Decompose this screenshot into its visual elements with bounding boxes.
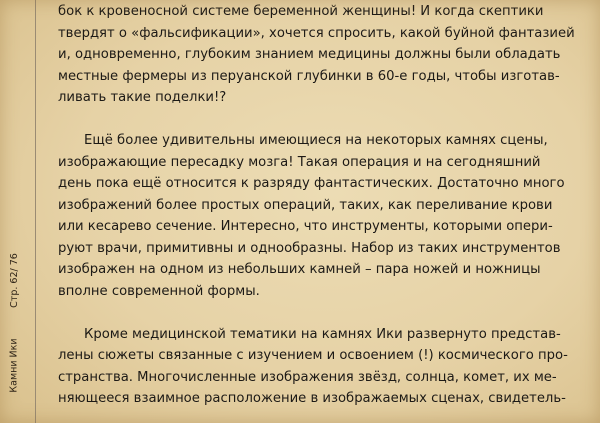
paragraph-gap	[58, 109, 572, 131]
text-line: странства. Многочисленные изображения звёзд, солнца, комет, их ме-	[58, 369, 557, 385]
text-column	[58, 1, 575, 410]
text-line: Ещё более удивительны имеющиеся на некоторых камнях сцены,	[84, 133, 548, 148]
margin-rule	[35, 0, 36, 423]
book-title-label	[7, 330, 21, 400]
text-line: местные фермеры из перуанской глубинки в 60-е годы, чтобы изготав-	[58, 68, 560, 84]
text-line: изображен на одном из небольших камней – пара ножей и ножницы	[58, 262, 541, 277]
text-line: вполне современной формы.	[58, 283, 260, 299]
text-line: твердят о «фальсификации», хочется спросить, какой буйной фантазией	[58, 25, 575, 41]
text-line: или кесарево сечение. Интересно, что инструменты, которыми опери-	[58, 219, 553, 234]
text-line: изображений более простых операций, таких, как переливание крови	[58, 197, 553, 213]
paragraph-2	[58, 130, 572, 302]
text-line: ливать такие поделки!?	[58, 90, 227, 105]
text-line: и, одновременно, глубоким знанием медицины должны были обладать	[58, 47, 561, 62]
paragraph-1	[58, 1, 575, 109]
text-line: день пока ещё относится к разряду фантастических. Достаточно много	[58, 176, 565, 191]
text-line: лены сюжеты связанные с изучением и освоением (!) космического про-	[58, 348, 568, 363]
paragraph-3	[58, 324, 572, 410]
page-number-label	[7, 250, 21, 310]
text-line: изображающие пересадку мозга! Такая операция и на сегодняшний	[58, 154, 541, 170]
text-line: няющееся взаимное расположение в изображаемых сценах, свидетель-	[58, 391, 566, 406]
text-line: Кроме медицинской тематики на камнях Ики развернуто представ-	[84, 326, 561, 342]
paragraph-gap	[58, 302, 572, 324]
text-line: руют врачи, примитивны и однообразны. Набор из таких инструментов	[58, 240, 561, 256]
page-number-text: Стр. 62/ 76	[8, 252, 20, 308]
text-line: бок к кровеносной системе беременной женщины! И когда скептики	[58, 4, 544, 19]
book-title-text: Камни Ики	[8, 337, 20, 393]
